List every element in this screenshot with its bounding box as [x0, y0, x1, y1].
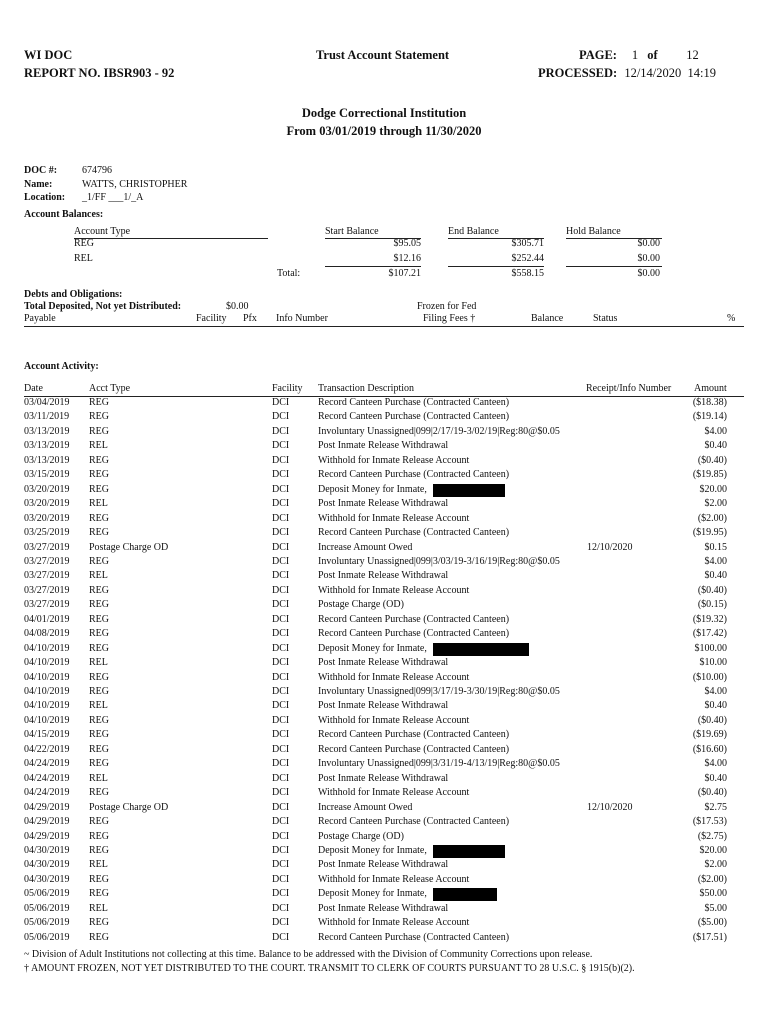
activity-table	[0, 397, 768, 949]
table-row	[0, 816, 768, 831]
row-amount: $10.00	[699, 657, 727, 669]
row-facility: DCI	[272, 642, 290, 654]
row-amount: $100.00	[694, 642, 727, 654]
row-facility: DCI	[272, 888, 290, 900]
row-description: Postage Charge (OD)	[318, 599, 404, 611]
processed-info	[538, 66, 716, 81]
row-facility: DCI	[272, 743, 290, 755]
row-acct-type: REG	[89, 613, 109, 625]
row-amount: $20.00	[699, 483, 727, 495]
row-description: Postage Charge (OD)	[318, 830, 404, 842]
balances-header-account-type: Account Type	[74, 226, 131, 237]
balances-header-hold: Hold Balance	[566, 226, 621, 237]
deposited-label: Total Deposited, Not yet Distributed:	[24, 301, 182, 312]
org-name: WI DOC	[24, 48, 73, 62]
row-facility: DCI	[272, 469, 290, 481]
balances-total-start: $107.21	[388, 268, 421, 279]
table-row	[0, 527, 768, 542]
row-description: Record Canteen Purchase (Contracted Canteen)	[318, 469, 510, 481]
row-date: 04/30/2019	[24, 844, 70, 856]
table-row	[0, 874, 768, 889]
row-date: 03/25/2019	[24, 527, 70, 539]
row-date: 03/13/2019	[24, 425, 70, 437]
row-date: 03/27/2019	[24, 584, 70, 596]
row-date: 05/06/2019	[24, 888, 70, 900]
row-acct-type: REG	[89, 816, 109, 828]
row-amount: $50.00	[699, 888, 727, 900]
row-acct-type: REG	[89, 758, 109, 770]
row-acct-type: REG	[89, 397, 109, 408]
row-date: 05/06/2019	[24, 902, 70, 914]
row-date: 04/10/2019	[24, 657, 70, 669]
row-description: Increase Amount Owed	[318, 801, 413, 813]
row-description: Post Inmate Release Withdrawal	[318, 498, 449, 510]
table-row	[0, 845, 768, 860]
row-amount: $4.00	[704, 686, 727, 697]
debts-header-status: Status	[593, 313, 618, 324]
institution-name: Dodge Correctional Institution	[301, 106, 467, 120]
location-label: Location:	[24, 192, 66, 203]
row-facility: DCI	[272, 729, 290, 741]
row-date: 04/10/2019	[24, 642, 70, 654]
row-date: 04/15/2019	[24, 729, 70, 741]
row-acct-type: REG	[89, 888, 109, 900]
row-facility: DCI	[272, 555, 290, 567]
page-number: 1	[631, 48, 639, 62]
row-description: Post Inmate Release Withdrawal	[318, 902, 449, 914]
row-acct-type: REG	[89, 469, 109, 481]
row-amount: $2.00	[704, 498, 727, 510]
table-row	[0, 556, 768, 571]
row-facility: DCI	[272, 454, 290, 466]
table-row	[0, 397, 768, 412]
debts-header-payable: Payable	[24, 313, 56, 324]
table-row	[0, 802, 768, 817]
row-amount: ($0.40)	[697, 584, 727, 596]
row-acct-type: REL	[89, 570, 108, 582]
page-indicator	[579, 48, 699, 63]
debts-title: Debts and Obligations:	[24, 289, 123, 300]
row-amount: ($16.60)	[692, 743, 727, 755]
row-amount: ($0.15)	[697, 599, 727, 611]
row-date: 04/22/2019	[24, 743, 70, 755]
row-description: Deposit Money for Inmate,	[318, 642, 427, 654]
row-facility: DCI	[272, 931, 290, 943]
row-acct-type: REG	[89, 844, 109, 856]
table-row	[0, 773, 768, 788]
row-date: 04/10/2019	[24, 700, 70, 712]
balance-row-type: REL	[74, 253, 93, 264]
row-acct-type: REG	[89, 512, 109, 524]
row-amount: ($2.75)	[697, 830, 727, 842]
balances-total-rule	[448, 266, 544, 267]
row-facility: DCI	[272, 527, 290, 539]
doc-number-value: 674796	[82, 165, 112, 176]
debts-header-percent: %	[727, 313, 736, 324]
row-facility: DCI	[272, 613, 290, 625]
row-acct-type: REL	[89, 657, 108, 669]
row-facility: DCI	[272, 830, 290, 842]
activity-header-amount: Amount	[694, 383, 727, 394]
row-description: Deposit Money for Inmate,	[318, 483, 427, 495]
row-description: Post Inmate Release Withdrawal	[318, 700, 449, 712]
table-row	[0, 484, 768, 499]
row-acct-type: REG	[89, 483, 109, 495]
balances-total-label: Total:	[277, 268, 301, 279]
row-description: Involuntary Unassigned|099|3/17/19-3/30/19|Reg:80@$0.05	[318, 686, 560, 697]
deposited-value: $0.00	[226, 301, 249, 312]
row-description: Withhold for Inmate Release Account	[318, 584, 470, 596]
row-description: Increase Amount Owed	[318, 541, 413, 553]
row-amount: ($19.32)	[692, 613, 727, 625]
row-description: Involuntary Unassigned|099|2/17/19-3/02/19|Reg:80@$0.05	[318, 425, 560, 437]
row-acct-type: REG	[89, 527, 109, 539]
row-amount: ($0.40)	[697, 714, 727, 726]
row-date: 05/06/2019	[24, 917, 70, 929]
row-facility: DCI	[272, 758, 290, 770]
row-description: Record Canteen Purchase (Contracted Canteen)	[318, 411, 510, 423]
footnote-dagger: † AMOUNT FROZEN, NOT YET DISTRIBUTED TO THE COURT. TRANSMIT TO CLERK OF COURTS PURSUANT TO 28 U.S.C. § 1915(b)(2).	[24, 963, 635, 974]
processed-label: PROCESSED:	[538, 66, 618, 80]
row-facility: DCI	[272, 873, 290, 885]
table-row	[0, 542, 768, 557]
row-amount: ($10.00)	[692, 671, 727, 683]
row-description: Post Inmate Release Withdrawal	[318, 772, 449, 784]
redaction-bar	[433, 484, 505, 497]
row-acct-type: REG	[89, 425, 109, 437]
row-facility: DCI	[272, 917, 290, 929]
row-date: 03/04/2019	[24, 397, 70, 408]
row-amount: ($0.40)	[697, 454, 727, 466]
page-total: 12	[686, 48, 699, 62]
row-facility: DCI	[272, 714, 290, 726]
row-acct-type: REG	[89, 584, 109, 596]
table-row	[0, 787, 768, 802]
redaction-bar	[433, 888, 497, 901]
row-amount: $4.00	[704, 555, 727, 567]
row-amount: ($19.95)	[692, 527, 727, 539]
balances-total-rule	[566, 266, 662, 267]
row-description: Withhold for Inmate Release Account	[318, 787, 470, 799]
row-acct-type: Postage Charge OD	[89, 541, 169, 553]
table-row	[0, 411, 768, 426]
balance-row-type: REG	[74, 238, 94, 249]
row-date: 03/27/2019	[24, 555, 70, 567]
row-facility: DCI	[272, 671, 290, 683]
balance-row-end: $305.71	[511, 238, 544, 249]
row-description: Withhold for Inmate Release Account	[318, 873, 470, 885]
table-row	[0, 932, 768, 947]
balances-header-rule	[74, 238, 268, 239]
table-row	[0, 469, 768, 484]
debts-header-balance: Balance	[531, 313, 564, 324]
row-description: Record Canteen Purchase (Contracted Canteen)	[318, 628, 510, 640]
row-amount: $0.40	[704, 570, 727, 582]
document-title: Trust Account Statement	[316, 48, 450, 62]
table-row	[0, 643, 768, 658]
row-amount: ($2.00)	[697, 512, 727, 524]
activity-header-date: Date	[24, 383, 43, 394]
balance-row-hold: $0.00	[637, 253, 660, 264]
row-date: 04/10/2019	[24, 686, 70, 697]
row-acct-type: REG	[89, 599, 109, 611]
row-description: Withhold for Inmate Release Account	[318, 512, 470, 524]
frozen-label: Frozen for Fed	[417, 301, 477, 312]
row-amount: $0.40	[704, 440, 727, 452]
table-row	[0, 700, 768, 715]
table-row	[0, 888, 768, 903]
row-amount: $2.00	[704, 859, 727, 871]
row-facility: DCI	[272, 483, 290, 495]
row-date: 04/29/2019	[24, 830, 70, 842]
row-description: Post Inmate Release Withdrawal	[318, 657, 449, 669]
row-date: 04/01/2019	[24, 613, 70, 625]
table-row	[0, 440, 768, 455]
row-amount: ($19.85)	[692, 469, 727, 481]
activity-header-receipt: Receipt/Info Number	[586, 383, 672, 394]
processed-value: 12/14/2020 14:19	[624, 66, 716, 80]
debts-header-filing: Filing Fees †	[423, 313, 476, 324]
account-activity-title: Account Activity:	[24, 361, 99, 372]
table-row	[0, 903, 768, 918]
row-date: 04/29/2019	[24, 816, 70, 828]
table-row	[0, 672, 768, 687]
activity-header-description: Transaction Description	[318, 383, 415, 394]
row-date: 05/06/2019	[24, 931, 70, 943]
row-description: Involuntary Unassigned|099|3/31/19-4/13/19|Reg:80@$0.05	[318, 758, 560, 770]
row-acct-type: REG	[89, 787, 109, 799]
table-row	[0, 715, 768, 730]
row-description: Post Inmate Release Withdrawal	[318, 859, 449, 871]
row-date: 04/10/2019	[24, 714, 70, 726]
row-acct-type: REG	[89, 686, 109, 697]
row-amount: ($19.69)	[692, 729, 727, 741]
row-facility: DCI	[272, 686, 290, 697]
row-amount: $0.40	[704, 700, 727, 712]
row-date: 04/24/2019	[24, 758, 70, 770]
page-of-label: of	[647, 48, 658, 62]
row-facility: DCI	[272, 816, 290, 828]
table-row	[0, 859, 768, 874]
balances-total-end: $558.15	[511, 268, 544, 279]
row-acct-type: REG	[89, 628, 109, 640]
report-number: REPORT NO. IBSR903 - 92	[24, 66, 175, 80]
table-row	[0, 498, 768, 513]
row-facility: DCI	[272, 512, 290, 524]
row-amount: ($2.00)	[697, 873, 727, 885]
row-facility: DCI	[272, 657, 290, 669]
table-row	[0, 614, 768, 629]
row-acct-type: REG	[89, 729, 109, 741]
row-acct-type: REL	[89, 440, 108, 452]
table-row	[0, 628, 768, 643]
row-date: 03/20/2019	[24, 512, 70, 524]
balance-row-start: $12.16	[393, 253, 421, 264]
inmate-name-value: WATTS, CHRISTOPHER	[82, 179, 188, 190]
table-row	[0, 426, 768, 441]
statement-period: From 03/01/2019 through 11/30/2020	[286, 124, 482, 138]
row-amount: ($19.14)	[692, 411, 727, 423]
row-facility: DCI	[272, 628, 290, 640]
row-date: 03/27/2019	[24, 541, 70, 553]
row-description: Withhold for Inmate Release Account	[318, 917, 470, 929]
row-acct-type: Postage Charge OD	[89, 801, 169, 813]
page-label: PAGE:	[579, 48, 617, 62]
row-description: Record Canteen Purchase (Contracted Canteen)	[318, 397, 510, 408]
redaction-bar	[433, 845, 505, 858]
debts-header-info: Info Number	[276, 313, 328, 324]
row-acct-type: REG	[89, 411, 109, 423]
row-amount: ($17.51)	[692, 931, 727, 943]
row-facility: DCI	[272, 584, 290, 596]
inmate-name-label: Name:	[24, 179, 53, 190]
doc-number-label: DOC #:	[24, 165, 58, 176]
row-description: Deposit Money for Inmate,	[318, 844, 427, 856]
row-acct-type: REG	[89, 830, 109, 842]
row-acct-type: REG	[89, 671, 109, 683]
table-row	[0, 657, 768, 672]
row-date: 03/27/2019	[24, 599, 70, 611]
row-acct-type: REG	[89, 714, 109, 726]
row-date: 04/29/2019	[24, 801, 70, 813]
table-row	[0, 570, 768, 585]
row-acct-type: REG	[89, 931, 109, 943]
debts-header-facility: Facility	[196, 313, 227, 324]
row-description: Record Canteen Purchase (Contracted Canteen)	[318, 743, 510, 755]
row-date: 04/24/2019	[24, 787, 70, 799]
activity-header-facility: Facility	[272, 383, 303, 394]
row-acct-type: REG	[89, 454, 109, 466]
row-facility: DCI	[272, 411, 290, 423]
balances-header-start: Start Balance	[325, 226, 379, 237]
row-acct-type: REL	[89, 498, 108, 510]
location-value: _1/FF ___1/_A	[82, 192, 144, 203]
row-date: 04/10/2019	[24, 671, 70, 683]
row-facility: DCI	[272, 498, 290, 510]
row-amount: $4.00	[704, 758, 727, 770]
row-description: Involuntary Unassigned|099|3/03/19-3/16/19|Reg:80@$0.05	[318, 555, 560, 567]
table-row	[0, 831, 768, 846]
row-description: Record Canteen Purchase (Contracted Canteen)	[318, 613, 510, 625]
row-facility: DCI	[272, 541, 290, 553]
row-description: Withhold for Inmate Release Account	[318, 671, 470, 683]
row-description: Record Canteen Purchase (Contracted Canteen)	[318, 931, 510, 943]
row-amount: $5.00	[704, 902, 727, 914]
row-description: Record Canteen Purchase (Contracted Canteen)	[318, 816, 510, 828]
row-date: 03/13/2019	[24, 454, 70, 466]
balances-total-hold: $0.00	[637, 268, 660, 279]
table-row	[0, 744, 768, 759]
row-acct-type: REG	[89, 743, 109, 755]
account-balances-title: Account Balances:	[24, 209, 104, 220]
row-description: Record Canteen Purchase (Contracted Canteen)	[318, 527, 510, 539]
row-facility: DCI	[272, 570, 290, 582]
row-date: 04/24/2019	[24, 772, 70, 784]
row-receipt: 12/10/2020	[587, 541, 633, 553]
debts-header-pfx: Pfx	[243, 313, 257, 324]
row-amount: $4.00	[704, 425, 727, 437]
row-acct-type: REG	[89, 917, 109, 929]
row-facility: DCI	[272, 425, 290, 437]
row-facility: DCI	[272, 787, 290, 799]
row-acct-type: REL	[89, 859, 108, 871]
balance-row-hold: $0.00	[637, 238, 660, 249]
table-row	[0, 729, 768, 744]
row-description: Deposit Money for Inmate,	[318, 888, 427, 900]
row-amount: ($17.42)	[692, 628, 727, 640]
row-facility: DCI	[272, 844, 290, 856]
row-facility: DCI	[272, 801, 290, 813]
balance-row-start: $95.05	[393, 238, 421, 249]
row-facility: DCI	[272, 902, 290, 914]
row-facility: DCI	[272, 440, 290, 452]
row-amount: ($18.38)	[692, 397, 727, 408]
row-acct-type: REL	[89, 772, 108, 784]
row-facility: DCI	[272, 772, 290, 784]
table-row	[0, 513, 768, 528]
row-acct-type: REL	[89, 700, 108, 712]
row-facility: DCI	[272, 397, 290, 408]
row-acct-type: REL	[89, 902, 108, 914]
table-row	[0, 599, 768, 614]
table-row	[0, 585, 768, 600]
row-facility: DCI	[272, 859, 290, 871]
row-date: 03/20/2019	[24, 498, 70, 510]
footnote-tilde: ~ Division of Adult Institutions not collecting at this time. Balance to be addressed with the Division of Community Corrections upon release.	[24, 949, 593, 960]
row-date: 03/15/2019	[24, 469, 70, 481]
table-row	[0, 917, 768, 932]
table-row	[0, 758, 768, 773]
row-acct-type: REG	[89, 873, 109, 885]
row-amount: ($5.00)	[697, 917, 727, 929]
row-acct-type: REG	[89, 555, 109, 567]
redaction-bar	[433, 643, 529, 656]
row-amount: $0.40	[704, 772, 727, 784]
row-amount: ($0.40)	[697, 787, 727, 799]
row-description: Post Inmate Release Withdrawal	[318, 440, 449, 452]
row-date: 04/30/2019	[24, 873, 70, 885]
row-facility: DCI	[272, 599, 290, 611]
row-amount: $20.00	[699, 844, 727, 856]
row-facility: DCI	[272, 700, 290, 712]
row-amount: $0.15	[704, 541, 727, 553]
row-date: 03/27/2019	[24, 570, 70, 582]
row-amount: $2.75	[704, 801, 727, 813]
row-acct-type: REG	[89, 642, 109, 654]
debts-header-rule	[24, 326, 744, 327]
row-date: 03/20/2019	[24, 483, 70, 495]
balances-total-rule	[325, 266, 421, 267]
row-description: Withhold for Inmate Release Account	[318, 454, 470, 466]
row-date: 03/11/2019	[24, 411, 70, 423]
balance-row-end: $252.44	[511, 253, 544, 264]
row-description: Withhold for Inmate Release Account	[318, 714, 470, 726]
table-row	[0, 455, 768, 470]
row-receipt: 12/10/2020	[587, 801, 633, 813]
row-description: Record Canteen Purchase (Contracted Canteen)	[318, 729, 510, 741]
row-date: 04/30/2019	[24, 859, 70, 871]
activity-header-acct-type: Acct Type	[89, 383, 131, 394]
row-description: Post Inmate Release Withdrawal	[318, 570, 449, 582]
row-date: 04/08/2019	[24, 628, 70, 640]
balances-header-end: End Balance	[448, 226, 499, 237]
row-date: 03/13/2019	[24, 440, 70, 452]
table-row	[0, 686, 768, 701]
row-amount: ($17.53)	[692, 816, 727, 828]
